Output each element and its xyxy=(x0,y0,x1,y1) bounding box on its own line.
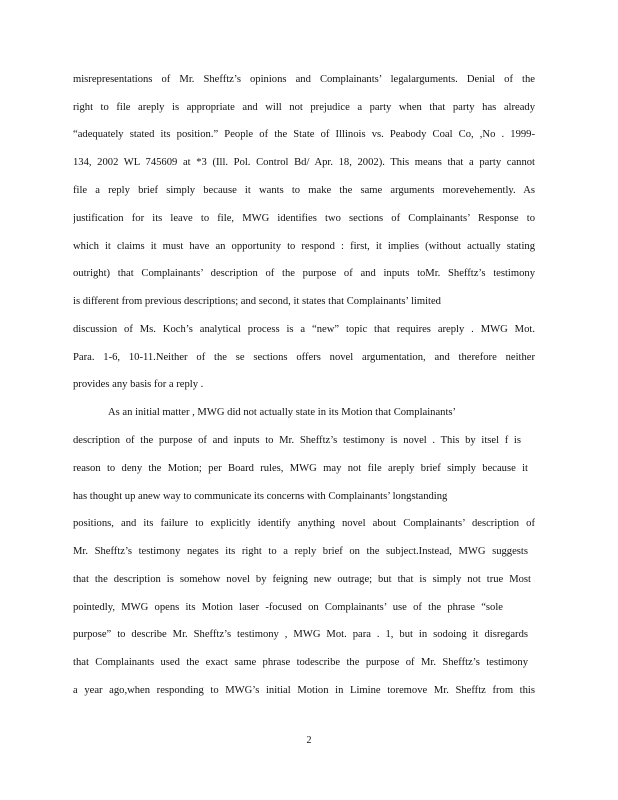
text-line: pointedly, MWG opens its Motion laser -focused on Complainants’ use of the phrase “sole xyxy=(73,602,503,613)
text-line: is different from previous descriptions; and second, it states that Complainants’ limited xyxy=(73,296,441,307)
text-line: purpose” to describe Mr. Shefftz’s testimony , MWG Mot. para . 1, but in sodoing it disregards xyxy=(73,629,528,640)
text-line: that Complainants used the exact same phrase todescribe the purpose of Mr. Shefftz’s testimony xyxy=(73,657,528,668)
text-line: which it claims it must have an opportunity to respond : first, it implies (without actually stating xyxy=(73,241,535,252)
text-line: has thought up anew way to communicate its concerns with Complainants’ longstanding xyxy=(73,491,448,502)
text-line: that the description is somehow novel by feigning new outrage; but that is simply not true Most xyxy=(73,574,531,585)
text-line: positions, and its failure to explicitly identify anything novel about Complainants’ description of xyxy=(73,518,535,529)
text-line: 134, 2002 WL 745609 at *3 (Ill. Pol. Control Bd/ Apr. 18, 2002). This means that a party cannot xyxy=(73,157,535,168)
text-line: misrepresentations of Mr. Shefftz’s opinions and Complainants’ legalarguments. Denial of the xyxy=(73,74,535,85)
text-line: justification for its leave to file, MWG identifies two sections of Complainants’ Response to xyxy=(73,213,535,224)
text-line: As an initial matter , MWG did not actually state in its Motion that Complainants’ xyxy=(108,407,457,418)
text-line: Mr. Shefftz’s testimony negates its right to a reply brief on the subject.Instead, MWG suggests xyxy=(73,546,528,557)
text-line: discussion of Ms. Koch’s analytical process is a “new” topic that requires areply . MWG Mot. xyxy=(73,324,535,335)
text-line: right to file areply is appropriate and will not prejudice a party when that party has already xyxy=(73,102,535,113)
text-line: a year ago,when responding to MWG’s initial Motion in Limine toremove Mr. Shefftz from this xyxy=(73,685,535,696)
text-line: “adequately stated its position.” People of the State of Illinois vs. Peabody Coal Co, ,No . 1999- xyxy=(73,129,535,140)
page-number: 2 xyxy=(306,735,312,746)
text-line: Para. 1-6, 10-11.Neither of the se sections offers novel argumentation, and therefore neither xyxy=(73,352,535,363)
text-line: reason to deny the Motion; per Board rules, MWG may not file areply brief simply because it xyxy=(73,463,528,474)
text-line: description of the purpose of and inputs to Mr. Shefftz’s testimony is novel . This by itsel f is xyxy=(73,435,521,446)
text-line: provides any basis for a reply . xyxy=(73,379,204,390)
text-line: file a reply brief simply because it wants to make the same arguments morevehemently. As xyxy=(73,185,535,196)
text-line: outright) that Complainants’ description of the purpose of and inputs toMr. Shefftz’s testimony xyxy=(73,268,535,279)
